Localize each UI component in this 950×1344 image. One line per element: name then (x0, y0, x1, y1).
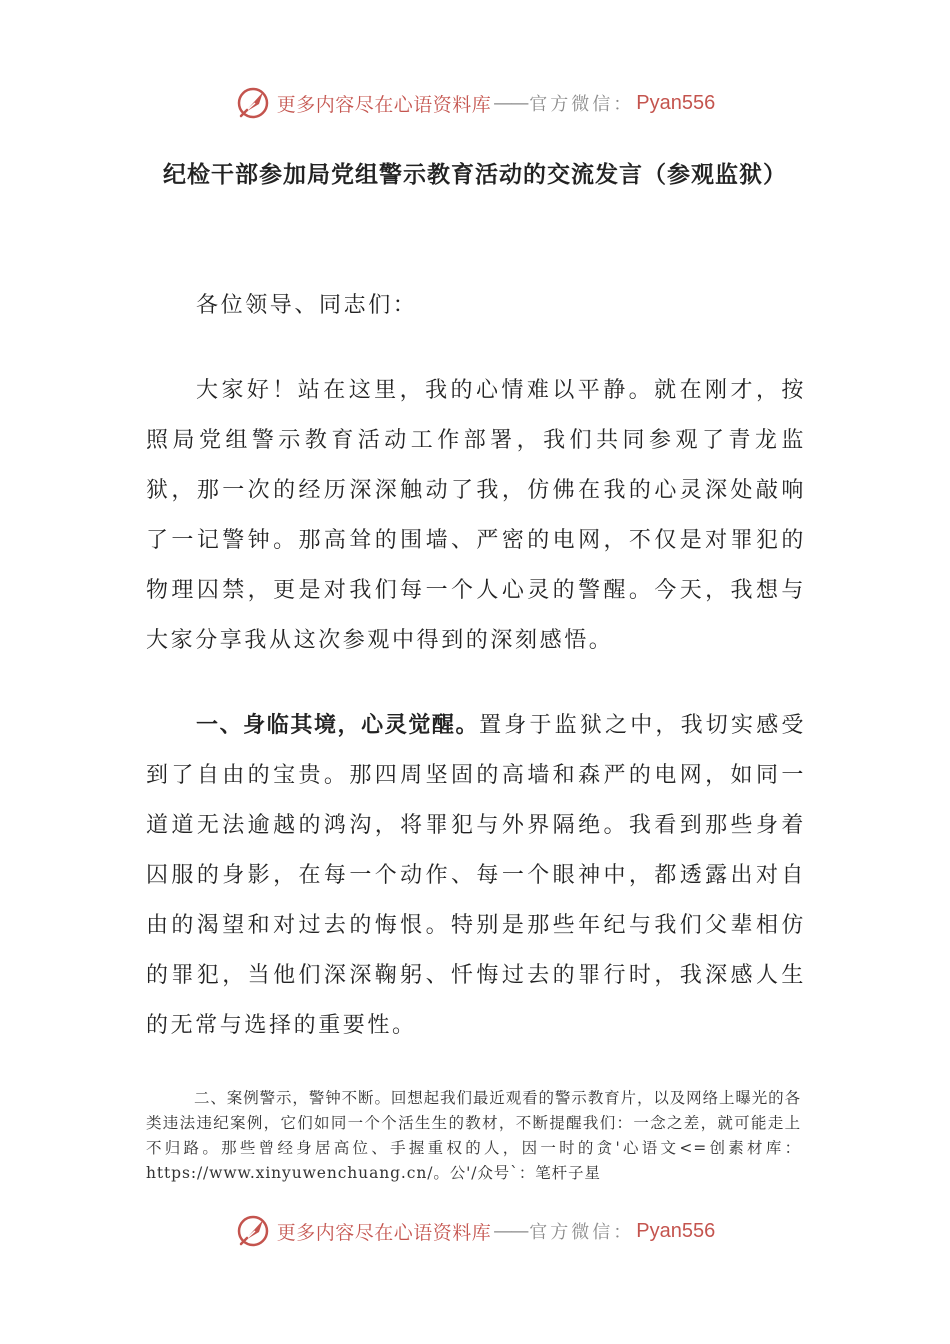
banner-wechat-label: 官方微信： (529, 1222, 635, 1243)
intro-paragraph: 大家好！站在这里，我的心情难以平静。就在刚才，按照局党组警示教育活动工作部署，我们共同参观了青龙监狱，那一次的经历深深触动了我，仿佛在我的心灵深处敲响了一记警钟。那高耸的围墙、严密的电网，不仅是对罪犯的物理囚禁，更是对我们每一个人心灵的警醒。今天，我想与大家分享我从这次参观中得到的深刻感悟。 (146, 378, 806, 653)
banner-wechat-label: 官方微信： (529, 94, 635, 115)
document-title: 纪检干部参加局党组警示教育活动的交流发言（参观监狱） (163, 162, 787, 188)
banner-dash: —— (493, 1220, 528, 1242)
quill-logo-icon (235, 1213, 271, 1249)
banner-text: 更多内容尽在心语资料库 (276, 93, 492, 116)
banner-wechat-id: Pyan556 (636, 91, 716, 114)
section-1-body: 置身于监狱之中，我切实感受到了自由的宝贵。那四周坚固的高墙和森严的电网，如同一道道无法逾越的鸿沟，将罪犯与外界隔绝。我看到那些身着囚服的身影，在每一个动作、每一个眼神中，都透露出对自由的渴望和对过去的悔恨。特别是那些年纪与我们父辈相仿的罪犯，当他们深深鞠躬、忏悔过去的罪行时，我深感人生的无常与选择的重要性。 (146, 713, 806, 1038)
banner-text: 更多内容尽在心语资料库 (276, 1221, 492, 1244)
header-watermark-banner (0, 83, 950, 123)
footer-watermark-banner (0, 1211, 950, 1251)
banner-wechat-id: Pyan556 (636, 1219, 716, 1242)
banner-dash: —— (493, 92, 528, 114)
greeting: 各位领导、同志们： (196, 293, 418, 318)
section-1-heading: 一、身临其境，心灵觉醒。 (196, 713, 480, 738)
quill-logo-icon (235, 85, 271, 121)
section-1-paragraph (146, 701, 806, 1051)
section-2-paragraph: 二、案例警示，警钟不断。回想起我们最近观看的警示教育片，以及网络上曝光的各类违法违纪案例，它们如同一个个活生生的教材，不断提醒我们：一念之差，就可能走上不归路。那些曾经身居高位、手握重权的人，因一时的贪'心语文<=创素材库：https://www.xinyuwenchuang.cn/。公'/众号`：笔杆子星 (146, 1089, 801, 1182)
